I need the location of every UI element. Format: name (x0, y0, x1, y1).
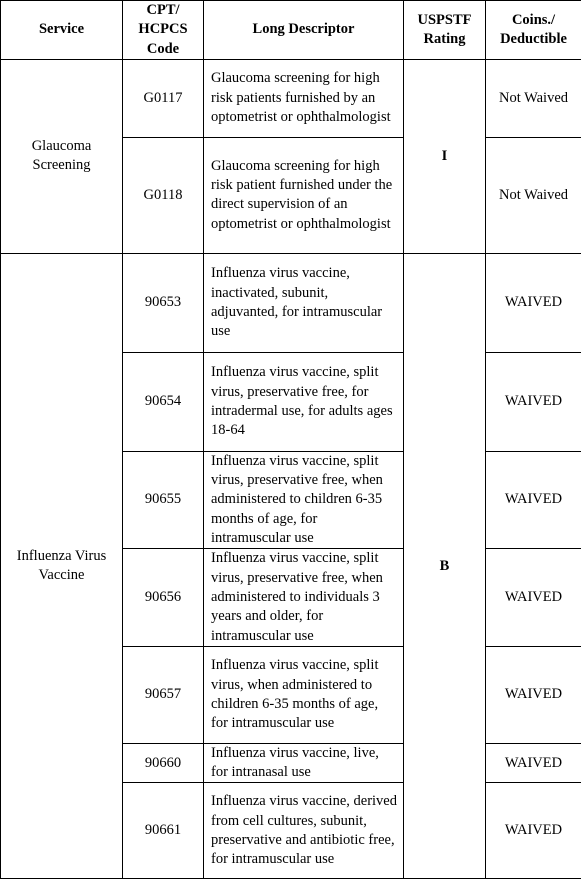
descriptor-cell: Influenza virus vaccine, split virus, preservative free, when administered to children 6-35 months of age, for intramuscular use (204, 451, 404, 548)
coins-cell: WAIVED (486, 549, 581, 646)
code-cell: 90660 (123, 743, 204, 783)
header-coins: Coins./ Deductible (486, 1, 581, 60)
table-row (1, 59, 581, 137)
descriptor-cell: Influenza virus vaccine, split virus, preservative free, when administered to individuals 3 years and older, for intramuscular use (204, 549, 404, 646)
descriptor-cell: Influenza virus vaccine, split virus, when administered to children 6-35 months of age, for intramuscular use (204, 646, 404, 743)
code-cell: 90655 (123, 451, 204, 548)
table-row (1, 253, 581, 352)
descriptor-cell: Influenza virus vaccine, derived from cell cultures, subunit, preservative and antibiotic free, for intramuscular use (204, 783, 404, 879)
coins-cell: WAIVED (486, 352, 581, 451)
code-cell: 90661 (123, 783, 204, 879)
coins-cell: WAIVED (486, 451, 581, 548)
descriptor-cell: Influenza virus vaccine, live, for intranasal use (204, 743, 404, 783)
rating-glaucoma: I (404, 59, 486, 253)
coins-cell: WAIVED (486, 646, 581, 743)
coins-cell: Not Waived (486, 59, 581, 137)
code-cell: 90656 (123, 549, 204, 646)
service-influenza: Influenza Virus Vaccine (1, 253, 123, 879)
descriptor-cell: Influenza virus vaccine, inactivated, subunit, adjuvanted, for intramuscular use (204, 253, 404, 352)
coins-cell: WAIVED (486, 783, 581, 879)
descriptor-cell: Glaucoma screening for high risk patient furnished under the direct supervision of an optometrist or ophthalmologist (204, 137, 404, 253)
descriptor-cell: Influenza virus vaccine, split virus, preservative free, for intradermal use, for adults ages 18-64 (204, 352, 404, 451)
code-cell: 90653 (123, 253, 204, 352)
header-code: CPT/ HCPCS Code (123, 1, 204, 60)
header-rating: USPSTF Rating (404, 1, 486, 60)
coins-cell: WAIVED (486, 743, 581, 783)
code-cell: 90657 (123, 646, 204, 743)
rating-influenza: B (404, 253, 486, 879)
header-row (1, 1, 581, 60)
header-descriptor: Long Descriptor (204, 1, 404, 60)
coins-cell: WAIVED (486, 253, 581, 352)
code-cell: 90654 (123, 352, 204, 451)
service-glaucoma: Glaucoma Screening (1, 59, 123, 253)
code-cell: G0118 (123, 137, 204, 253)
header-service: Service (1, 1, 123, 60)
coins-cell: Not Waived (486, 137, 581, 253)
descriptor-cell: Glaucoma screening for high risk patients furnished by an optometrist or ophthalmologist (204, 59, 404, 137)
code-cell: G0117 (123, 59, 204, 137)
